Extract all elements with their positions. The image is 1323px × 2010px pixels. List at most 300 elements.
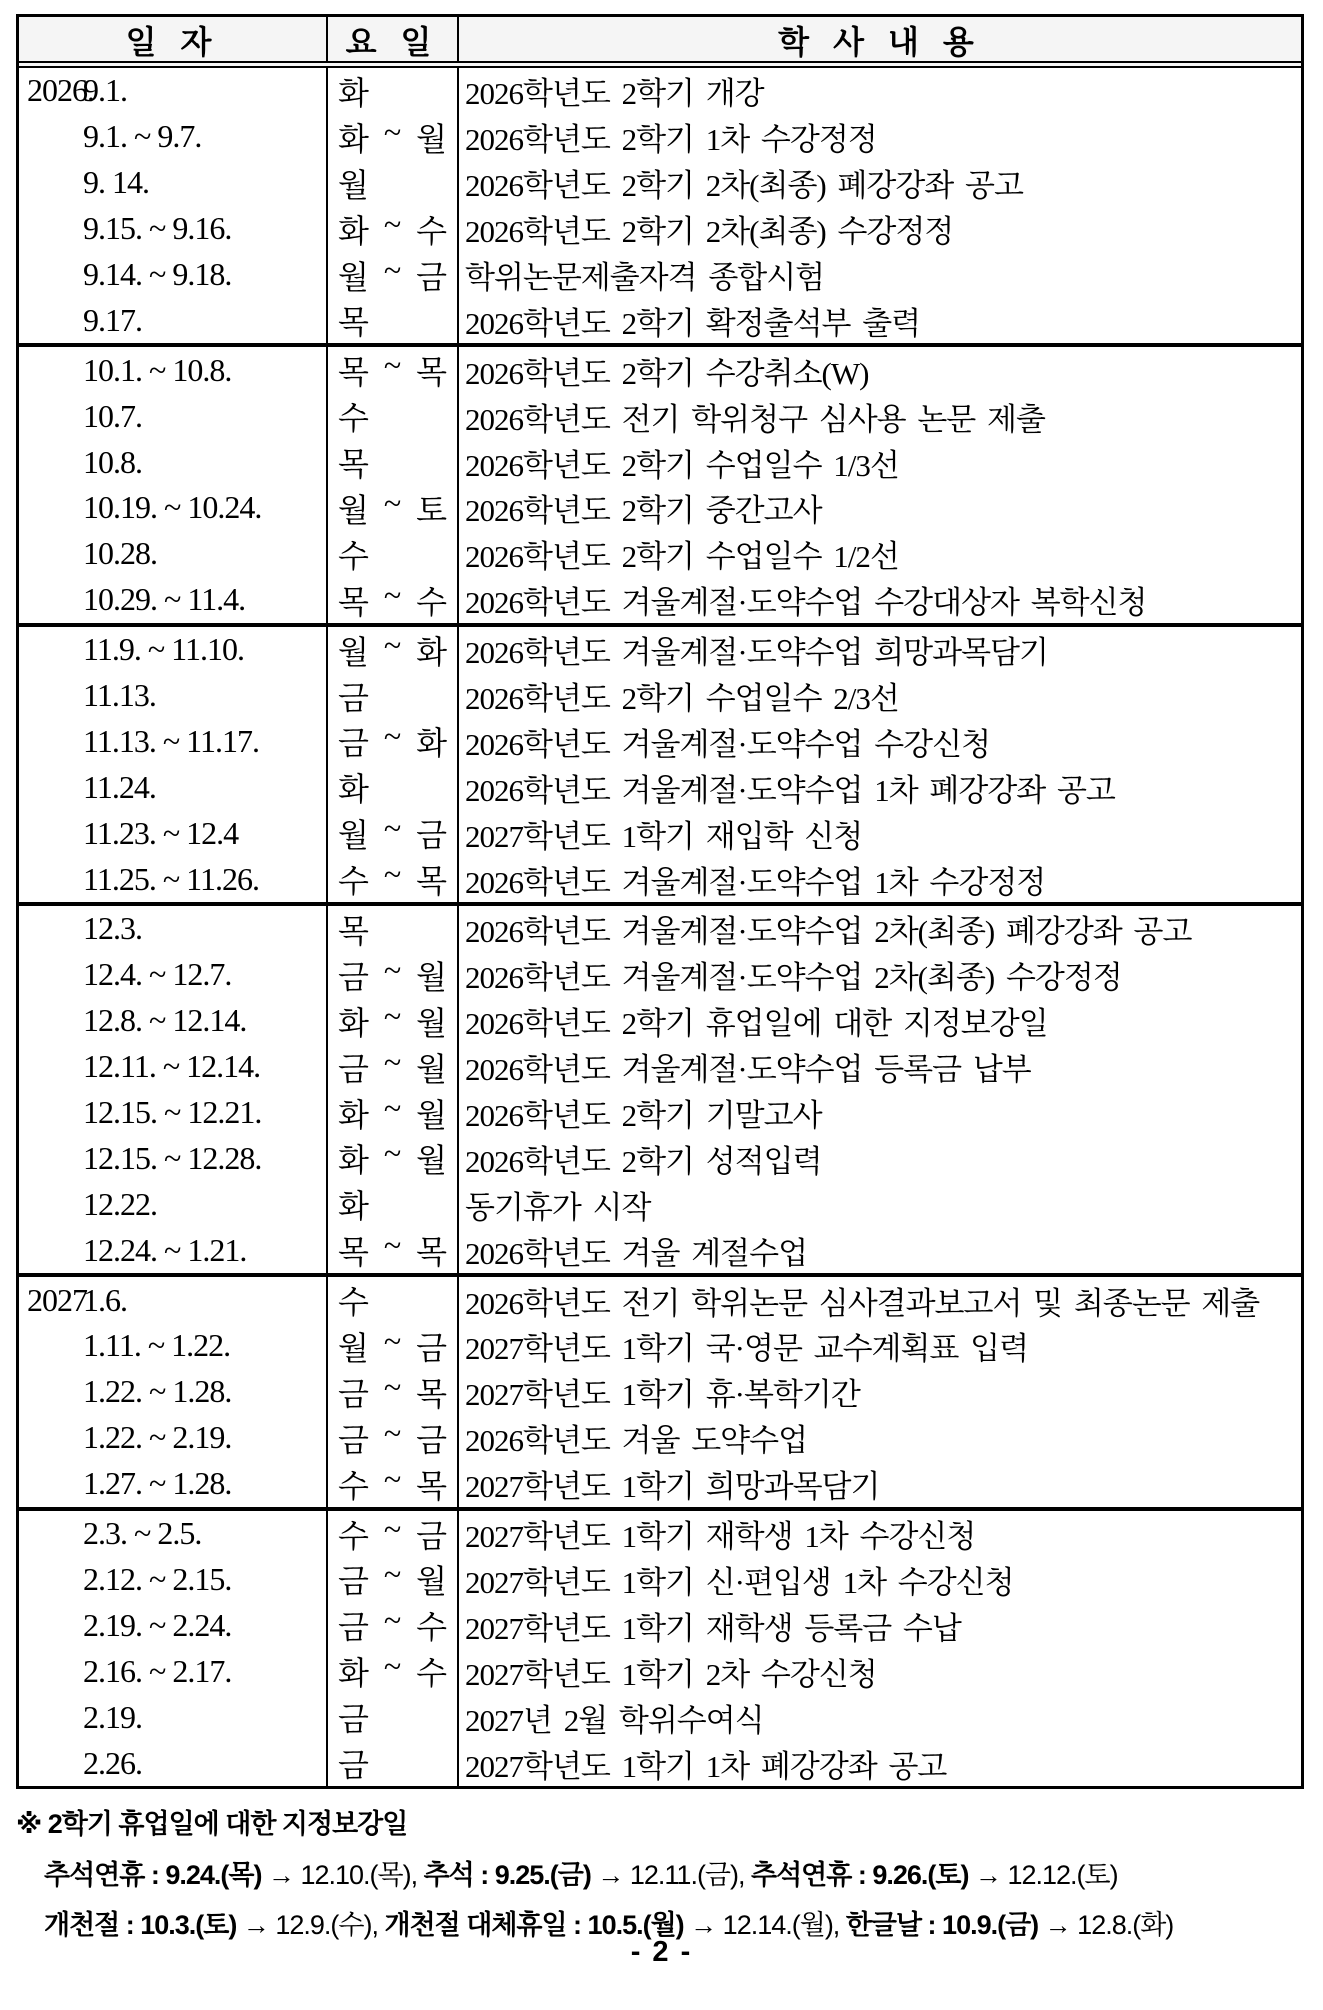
table-row: [19, 206, 1301, 252]
day-cell: [328, 1323, 459, 1369]
day-cell: [328, 810, 459, 856]
day-cell: 목: [328, 906, 459, 952]
day-cell: 월: [328, 160, 459, 206]
day-cell: [328, 577, 459, 623]
footnote: [16, 1802, 1306, 1953]
day-start: 월: [338, 491, 369, 528]
makeup-target-date: → 12.12.(토): [968, 1860, 1118, 1890]
content-cell: 2026학년도 겨울 도약수업: [465, 1423, 808, 1459]
tilde: ~: [383, 997, 402, 1034]
content-cell: 2026학년도 겨울계절·도약수업 등록금 납부: [465, 1052, 1031, 1088]
date-cell: [19, 68, 328, 114]
table-row: [19, 1090, 1301, 1136]
day-end: 월: [416, 1142, 447, 1179]
date-text: 12.4. ~ 12.7.: [83, 956, 232, 993]
content-cell: 2027학년도 1학기 1차 폐강강좌 공고: [465, 1748, 947, 1784]
date-cell: [19, 1461, 328, 1507]
content-cell: 2026학년도 2학기 중간고사: [465, 493, 822, 529]
table-row: [19, 1511, 1301, 1557]
footnote-line: [44, 1853, 1306, 1892]
day-end: 금: [416, 817, 447, 854]
table-row: [19, 347, 1301, 393]
table-row: [19, 485, 1301, 531]
tilde: ~: [383, 1648, 402, 1685]
table-row: [19, 1740, 1301, 1786]
day-start: 화: [338, 1655, 369, 1692]
date-cell: [19, 764, 328, 810]
table-row: [19, 1277, 1301, 1323]
day-range: [338, 1415, 447, 1461]
content-cell: 2027학년도 1학기 신·편입생 1차 수강신청: [465, 1564, 1014, 1600]
table-row: [19, 764, 1301, 810]
day-start: 월: [338, 1330, 369, 1366]
date-text: 12.24. ~ 1.21.: [83, 1231, 247, 1268]
table-section: [19, 68, 1301, 347]
day-start: 금: [338, 1421, 369, 1458]
day-cell: [328, 1602, 459, 1648]
date-cell: [19, 206, 328, 252]
tilde: ~: [383, 1043, 402, 1080]
day-end: 금: [416, 1517, 447, 1554]
date-cell: [19, 577, 328, 623]
day-cell: [328, 952, 459, 998]
table-row: [19, 68, 1301, 114]
academic-calendar-table: [16, 14, 1304, 1789]
day-cell: 목: [328, 297, 459, 343]
date-text: 1.27. ~ 1.28.: [83, 1465, 232, 1502]
tilde: ~: [383, 810, 402, 847]
tilde: ~: [383, 347, 402, 384]
day-cell: 수: [328, 531, 459, 577]
date-cell: [19, 906, 328, 952]
day-range: [338, 1090, 447, 1136]
content-cell: 학위논문제출자격 종합시험: [465, 260, 825, 295]
day-range: [338, 1227, 447, 1273]
tilde: ~: [383, 1368, 402, 1405]
table-section: [19, 906, 1301, 1277]
content-cell: 2027년 2월 학위수여식: [465, 1702, 764, 1738]
year-label: 2027: [27, 1281, 87, 1318]
date-text: 1.22. ~ 1.28.: [83, 1373, 232, 1410]
day-cell: [328, 1369, 459, 1415]
content-cell: 2026학년도 겨울계절·도약수업 1차 폐강강좌 공고: [465, 772, 1115, 808]
table-row: [19, 718, 1301, 764]
day-range: [338, 856, 447, 902]
date-text: 9.1. ~ 9.7.: [83, 118, 202, 155]
day-cell: 화: [328, 764, 459, 810]
date-text: 1.22. ~ 2.19.: [83, 1419, 232, 1456]
footnote-lines: [16, 1853, 1306, 1942]
day-cell: 금: [328, 673, 459, 719]
header-date: 일 자: [19, 17, 328, 63]
date-text: 2.3. ~ 2.5.: [83, 1515, 202, 1552]
content-cell: 2026학년도 겨울계절·도약수업 1차 수강정정: [465, 864, 1046, 900]
day-cell: [328, 718, 459, 764]
content-cell: 2026학년도 2학기 수업일수 2/3선: [465, 681, 899, 717]
day-start: 목: [338, 583, 369, 620]
content-cell: 2026학년도 2학기 기말고사: [465, 1098, 822, 1134]
day-range: [338, 1323, 447, 1369]
holiday-source-date: 추석연휴 : 9.26.(토): [751, 1860, 969, 1890]
content-cell: 2027학년도 1학기 재학생 등록금 수납: [465, 1610, 961, 1646]
day-end: 수: [416, 1655, 447, 1692]
table-row: [19, 1323, 1301, 1369]
date-text: 12.15. ~ 12.21.: [83, 1094, 262, 1131]
holiday-source-date: 추석 : 9.25.(금): [423, 1860, 591, 1890]
content-cell: 2026학년도 2학기 개강: [465, 76, 764, 112]
day-end: 토: [416, 491, 447, 528]
day-start: 월: [338, 258, 369, 295]
day-end: 목: [416, 1467, 447, 1504]
content-cell: 2026학년도 2학기 확정출석부 출력: [465, 305, 921, 341]
makeup-target-date: → 12.9.(수),: [236, 1910, 385, 1940]
date-cell: [19, 531, 328, 577]
date-text: 9.17.: [83, 301, 142, 338]
day-start: 화: [338, 1096, 369, 1133]
tilde: ~: [383, 1089, 402, 1126]
day-cell: 목: [328, 439, 459, 485]
date-text: 9.14. ~ 9.18.: [83, 256, 232, 292]
day-cell: 금: [328, 1740, 459, 1786]
day-cell: 화: [328, 1181, 459, 1227]
date-text: 10.7.: [83, 397, 142, 434]
date-cell: [19, 1602, 328, 1648]
day-range: [338, 577, 447, 623]
tilde: ~: [383, 1323, 402, 1359]
date-cell: [19, 627, 328, 673]
content-cell: 2027학년도 1학기 희망과목담기: [465, 1469, 880, 1505]
day-end: 월: [416, 120, 447, 157]
day-end: 월: [416, 1096, 447, 1133]
content-cell: 2026학년도 겨울계절·도약수업 수강신청: [465, 726, 991, 762]
content-cell: 2026학년도 2학기 1차 수강정정: [465, 122, 877, 158]
day-start: 수: [338, 1517, 369, 1554]
header-content: 학 사 내 용: [778, 24, 982, 60]
date-cell: [19, 952, 328, 998]
date-cell: [19, 252, 328, 298]
table-section: [19, 1511, 1301, 1786]
table-row: [19, 1181, 1301, 1227]
table-row: [19, 1415, 1301, 1461]
date-cell: [19, 1557, 328, 1603]
day-cell: [328, 856, 459, 902]
day-cell: 화: [328, 68, 459, 114]
date-cell: [19, 160, 328, 206]
date-text: 9. 14.: [83, 164, 149, 201]
date-text: 12.11. ~ 12.14.: [83, 1048, 261, 1085]
table-row: [19, 856, 1301, 902]
date-cell: [19, 347, 328, 393]
day-cell: [328, 1044, 459, 1090]
date-cell: [19, 673, 328, 719]
holiday-source-date: 개천절 : 10.3.(토): [44, 1910, 237, 1940]
day-start: 금: [338, 1375, 369, 1412]
table-section: [19, 347, 1301, 626]
content-cell: 2026학년도 2학기 수업일수 1/2선: [465, 539, 899, 575]
date-text: 10.28.: [83, 535, 157, 572]
content-cell: 2026학년도 겨울 계절수업: [465, 1235, 808, 1271]
day-cell: [328, 998, 459, 1044]
holiday-source-date: 개천절 대체휴일 : 10.5.(월): [384, 1910, 684, 1940]
tilde: ~: [383, 626, 402, 663]
day-end: 금: [416, 258, 447, 295]
table-row: [19, 952, 1301, 998]
day-range: [338, 347, 447, 393]
content-cell: 2026학년도 2학기 수강취소(W): [465, 355, 869, 391]
date-text: 2.19. ~ 2.24.: [83, 1606, 232, 1643]
tilde: ~: [383, 1556, 402, 1593]
day-range: [338, 718, 447, 764]
table-row: [19, 1461, 1301, 1507]
date-cell: [19, 1740, 328, 1786]
date-text: 12.15. ~ 12.28.: [83, 1139, 262, 1176]
tilde: ~: [383, 1602, 402, 1639]
content-cell: 2026학년도 전기 학위청구 심사용 논문 제출: [465, 401, 1045, 437]
day-cell: 수: [328, 393, 459, 439]
date-text: 11.9. ~ 11.10.: [83, 631, 244, 668]
table-row: [19, 810, 1301, 856]
table-header-row: [19, 17, 1301, 68]
day-range: [338, 952, 447, 998]
date-text: 2.19.: [83, 1698, 142, 1735]
page-number: - 2 -: [630, 1936, 693, 1968]
day-cell: [328, 206, 459, 252]
content-cell: 2026학년도 겨울계절·도약수업 2차(최종) 폐강강좌 공고: [465, 914, 1192, 950]
date-cell: [19, 297, 328, 343]
date-text: 9.1.: [83, 72, 127, 109]
day-range: [338, 627, 447, 673]
table-row: [19, 1227, 1301, 1273]
tilde: ~: [383, 205, 402, 242]
day-range: [338, 114, 447, 160]
day-start: 목: [338, 354, 369, 391]
day-cell: [328, 1090, 459, 1136]
tilde: ~: [383, 1227, 402, 1264]
date-text: 2.12. ~ 2.15.: [83, 1560, 232, 1597]
table-row: [19, 531, 1301, 577]
day-range: [338, 810, 447, 856]
day-range: [338, 1135, 447, 1181]
content-cell: 2026학년도 2학기 휴업일에 대한 지정보강일: [465, 1006, 1048, 1042]
date-text: 2.26.: [83, 1744, 142, 1781]
tilde: ~: [383, 251, 402, 288]
table-row: [19, 1369, 1301, 1415]
table-row: [19, 1044, 1301, 1090]
date-text: 10.1. ~ 10.8.: [83, 351, 232, 388]
day-cell: [328, 485, 459, 531]
date-cell: [19, 1227, 328, 1273]
content-cell: 2027학년도 1학기 2차 수강신청: [465, 1656, 877, 1692]
day-range: [338, 1369, 447, 1415]
day-end: 수: [416, 1609, 447, 1646]
date-text: 10.8.: [83, 443, 142, 480]
table-row: [19, 1135, 1301, 1181]
day-start: 금: [338, 725, 369, 762]
day-range: [338, 206, 447, 252]
table-row: [19, 114, 1301, 160]
day-start: 금: [338, 1609, 369, 1646]
day-range: [338, 1511, 447, 1557]
day-cell: [328, 114, 459, 160]
day-start: 금: [338, 958, 369, 995]
makeup-target-date: → 12.8.(화): [1038, 1910, 1174, 1940]
day-cell: [328, 347, 459, 393]
day-cell: 금: [328, 1694, 459, 1740]
date-cell: [19, 1044, 328, 1090]
table-row: [19, 1648, 1301, 1694]
content-cell: 동기휴가 시작: [465, 1189, 651, 1225]
date-cell: [19, 1369, 328, 1415]
date-cell: [19, 485, 328, 531]
date-cell: [19, 1415, 328, 1461]
date-text: 11.13. ~ 11.17.: [83, 722, 259, 759]
header-day: 요 일: [328, 17, 459, 63]
date-text: 11.25. ~ 11.26.: [83, 860, 259, 897]
date-cell: [19, 1511, 328, 1557]
day-cell: [328, 1227, 459, 1273]
date-cell: [19, 1323, 328, 1369]
tilde: ~: [383, 1135, 402, 1172]
table-row: [19, 1557, 1301, 1603]
date-cell: [19, 1135, 328, 1181]
date-text: 1.11. ~ 1.22.: [83, 1327, 231, 1364]
table-row: [19, 627, 1301, 673]
date-cell: [19, 856, 328, 902]
day-end: 화: [416, 725, 447, 762]
makeup-target-date: → 12.10.(목),: [261, 1860, 424, 1890]
date-cell: [19, 439, 328, 485]
date-text: 11.13.: [83, 677, 156, 714]
day-end: 수: [416, 212, 447, 249]
day-end: 금: [416, 1421, 447, 1458]
makeup-target-date: → 12.11.(금),: [590, 1860, 752, 1890]
table-row: [19, 673, 1301, 719]
content-cell: 2026학년도 겨울계절·도약수업 2차(최종) 수강정정: [465, 960, 1122, 996]
day-start: 월: [338, 817, 369, 854]
table-row: [19, 439, 1301, 485]
day-start: 금: [338, 1563, 369, 1600]
date-text: 10.19. ~ 10.24.: [83, 489, 262, 526]
day-start: 수: [338, 863, 369, 900]
content-cell: 2026학년도 2학기 수업일수 1/3선: [465, 447, 899, 483]
makeup-target-date: → 12.14.(월),: [683, 1910, 846, 1940]
day-cell: [328, 1511, 459, 1557]
day-start: 화: [338, 1142, 369, 1179]
date-cell: [19, 1694, 328, 1740]
table-row: [19, 297, 1301, 343]
day-range: [338, 1602, 447, 1648]
day-cell: [328, 1557, 459, 1603]
date-text: 11.24.: [83, 768, 156, 805]
day-range: [338, 1648, 447, 1694]
date-text: 9.15. ~ 9.16.: [83, 210, 232, 247]
tilde: ~: [383, 1414, 402, 1451]
tilde: ~: [383, 951, 402, 988]
day-end: 금: [416, 1330, 447, 1366]
content-cell: 2026학년도 전기 학위논문 심사결과보고서 및 최종논문 제출: [465, 1285, 1260, 1321]
day-end: 수: [416, 583, 447, 620]
footnote-title: ※ 2학기 휴업일에 대한 지정보강일: [16, 1809, 408, 1839]
content-cell: 2026학년도 2학기 2차(최종) 폐강강좌 공고: [465, 168, 1023, 204]
day-cell: [328, 1135, 459, 1181]
day-start: 금: [338, 1050, 369, 1087]
day-range: [338, 1044, 447, 1090]
date-cell: [19, 1090, 328, 1136]
day-cell: [328, 252, 459, 298]
table-section: [19, 627, 1301, 906]
date-text: 10.29. ~ 11.4.: [83, 581, 246, 618]
tilde: ~: [383, 485, 402, 521]
tilde: ~: [383, 1510, 402, 1547]
day-end: 월: [416, 1563, 447, 1600]
date-text: 2.16. ~ 2.17.: [83, 1652, 232, 1689]
holiday-source-date: 한글날 : 10.9.(금): [845, 1910, 1039, 1940]
date-cell: [19, 718, 328, 764]
date-cell: [19, 998, 328, 1044]
day-start: 화: [338, 120, 369, 157]
holiday-source-date: 추석연휴 : 9.24.(목): [44, 1860, 262, 1890]
day-start: 화: [338, 212, 369, 249]
tilde: ~: [383, 856, 402, 893]
day-start: 월: [338, 633, 369, 670]
date-cell: [19, 810, 328, 856]
day-cell: [328, 627, 459, 673]
day-start: 수: [338, 1467, 369, 1504]
content-cell: 2027학년도 1학기 휴·복학기간: [465, 1377, 860, 1413]
day-start: 화: [338, 1004, 369, 1041]
tilde: ~: [383, 1460, 402, 1497]
date-cell: [19, 114, 328, 160]
content-cell: 2026학년도 2학기 2차(최종) 수강정정: [465, 214, 954, 250]
day-cell: [328, 1648, 459, 1694]
day-cell: 수: [328, 1277, 459, 1323]
table-row: [19, 906, 1301, 952]
date-cell: [19, 1648, 328, 1694]
day-end: 목: [416, 863, 447, 900]
date-text: 12.8. ~ 12.14.: [83, 1002, 247, 1039]
table-body: [19, 68, 1301, 1786]
date-cell: [19, 393, 328, 439]
day-end: 월: [416, 958, 447, 995]
day-range: [338, 1557, 447, 1603]
year-label: 2026.: [27, 72, 94, 109]
day-end: 화: [416, 633, 447, 670]
table-section: [19, 1277, 1301, 1510]
tilde: ~: [383, 576, 402, 613]
day-end: 목: [416, 1375, 447, 1412]
tilde: ~: [383, 113, 402, 150]
day-range: [338, 1461, 447, 1507]
content-cell: 2027학년도 1학기 재입학 신청: [465, 818, 863, 854]
date-text: 1.6.: [83, 1281, 127, 1318]
table-row: [19, 160, 1301, 206]
date-text: 12.3.: [83, 910, 142, 947]
table-row: [19, 998, 1301, 1044]
day-start: 목: [338, 1234, 369, 1271]
content-cell: 2027학년도 1학기 재학생 1차 수강신청: [465, 1519, 976, 1555]
date-text: 12.22.: [83, 1185, 157, 1222]
table-row: [19, 393, 1301, 439]
day-range: [338, 252, 447, 298]
content-cell: 2026학년도 겨울계절·도약수업 희망과목담기: [465, 635, 1048, 671]
day-cell: [328, 1415, 459, 1461]
content-cell: 2026학년도 2학기 성적입력: [465, 1143, 822, 1179]
tilde: ~: [383, 718, 402, 755]
table-row: [19, 1694, 1301, 1740]
day-end: 월: [416, 1050, 447, 1087]
day-end: 월: [416, 1004, 447, 1041]
day-end: 목: [416, 354, 447, 391]
